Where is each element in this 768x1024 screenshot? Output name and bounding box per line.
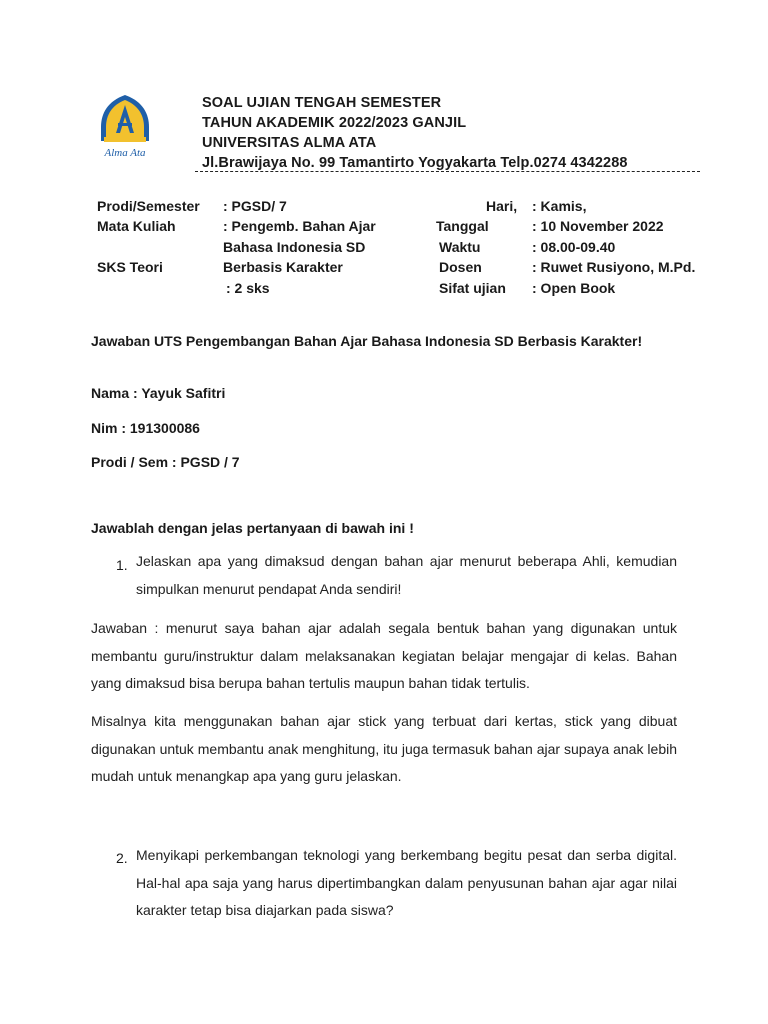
hari-value: : Kamis,: [532, 198, 587, 214]
sks-label: SKS Teori: [97, 259, 163, 275]
exam-title: SOAL UJIAN TENGAH SEMESTER: [202, 95, 442, 111]
sifat-label: Sifat ujian: [439, 280, 506, 296]
dosen-label: Dosen: [439, 259, 482, 275]
answer-title: Jawaban UTS Pengembangan Bahan Ajar Bahasa Indonesia SD Berbasis Karakter!: [91, 333, 643, 349]
hari-label: Hari,: [486, 198, 518, 214]
waktu-value: : 08.00-09.40: [532, 239, 616, 255]
student-prodi: Prodi / Sem : PGSD / 7: [91, 454, 240, 470]
university-name: UNIVERSITAS ALMA ATA: [202, 135, 377, 151]
logo-text: Alma Ata: [104, 147, 146, 159]
dosen-value: : Ruwet Rusiyono, M.Pd.: [532, 259, 696, 275]
question-2-number: 2.: [116, 850, 128, 866]
tanggal-label: Tanggal: [436, 218, 489, 234]
matkul-value-1: : Pengemb. Bahan Ajar: [223, 218, 376, 234]
matkul-value-3: Berbasis Karakter: [223, 259, 343, 275]
university-address: Jl.Brawijaya No. 99 Tamantirto Yogyakarta Telp.0274 4342288: [202, 155, 628, 171]
tanggal-value: : 10 November 2022: [532, 218, 664, 234]
university-logo: [96, 93, 154, 163]
waktu-label: Waktu: [439, 239, 481, 255]
prodi-value: : PGSD/ 7: [223, 198, 287, 214]
question-2-text: Menyikapi perkembangan teknologi yang berkembang begitu pesat dan serba digital. Hal-hal apa saja yang harus dipertimbangkan dalam penyusunan bahan ajar agar nilai karakter tetap bisa diajarkan pada siswa?: [136, 847, 677, 918]
answer-1-paragraph-1: Jawaban : menurut saya bahan ajar adalah segala bentuk bahan yang digunakan untuk membantu guru/instruktur dalam melaksanakan kegiatan belajar mengajar di kelas. Bahan yang dimaksud bisa berupa bahan tertulis maupun bahan tidak tertulis.: [91, 620, 677, 691]
header-divider: [195, 171, 700, 172]
student-name: Nama : Yayuk Safitri: [91, 385, 226, 401]
academic-year: TAHUN AKADEMIK 2022/2023 GANJIL: [202, 115, 467, 131]
question-1-number: 1.: [116, 557, 128, 573]
question-1-text: Jelaskan apa yang dimaksud dengan bahan ajar menurut beberapa Ahli, kemudian simpulkan menurut pendapat Anda sendiri!: [136, 553, 677, 597]
sifat-value: : Open Book: [532, 280, 616, 296]
instruction: Jawablah dengan jelas pertanyaan di bawah ini !: [91, 520, 414, 536]
prodi-label: Prodi/Semester: [97, 198, 200, 214]
answer-1-paragraph-2: Misalnya kita menggunakan bahan ajar stick yang terbuat dari kertas, stick yang dibuat digunakan untuk membantu anak menghitung, itu juga termasuk bahan ajar supaya anak lebih mudah untuk menangkap apa yang guru jelaskan.: [91, 713, 677, 784]
sks-value: : 2 sks: [226, 280, 270, 296]
matkul-value-2: Bahasa Indonesia SD: [223, 239, 366, 255]
student-nim: Nim : 191300086: [91, 420, 200, 436]
matkul-label: Mata Kuliah: [97, 218, 176, 234]
